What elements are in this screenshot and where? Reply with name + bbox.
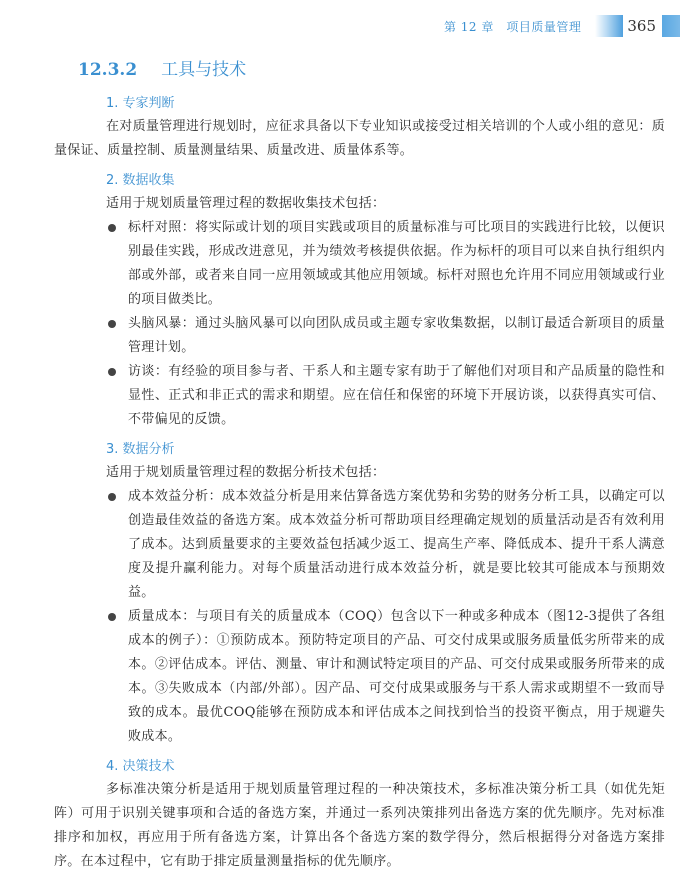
list-item: 访谈：有经验的项目参与者、干系人和主题专家有助于了解他们对项目和产品质量的隐性和显性、正式和非正式的需求和期望。应在信任和保密的环境下开展访谈，以获得真实可信、不带偏见的反馈。	[80, 360, 665, 432]
section-number: 12.3.2	[78, 60, 138, 80]
subsection-heading-decision-making: 4. 决策技术	[106, 759, 175, 774]
intro-text: 适用于规划质量管理过程的数据分析技术包括：	[106, 465, 386, 480]
list-item: 标杆对照：将实际或计划的项目实践或项目的质量标准与可比项目的实践进行比较，以便识别最佳实践，形成改进意见，并为绩效考核提供依据。作为标杆的项目可以来自执行组织内部或外部，或者来自同一应用领域或其他应用领域。标杆对照也允许用不同应用领域或行业的项目做类比。	[80, 216, 665, 312]
list-item: 成本效益分析：成本效益分析是用来估算备选方案优势和劣势的财务分析工具，以确定可以创造最佳效益的备选方案。成本效益分析可帮助项目经理确定规划的质量活动是否有效利用了成本。达到质量要求的主要效益包括减少返工、提高生产率、降低成本、提升干系人满意度及提升赢利能力。对每个质量活动进行成本效益分析，就是要比较其可能成本与预期效益。	[80, 485, 665, 605]
subsection-heading-data-analysis: 3. 数据分析	[106, 442, 175, 457]
page-body	[54, 55, 665, 874]
paragraph: 多标准决策分析是适用于规划质量管理过程的一种决策技术，多标准决策分析工具（如优先矩阵）可用于识别关键事项和合适的备选方案，并通过一系列决策排列出备选方案的优先顺序。先对标准排序和加权，再应用于所有备选方案，计算出各个备选方案的数学得分，然后根据得分对备选方案排序。在本过程中，它有助于排定质量测量指标的优先顺序。	[54, 782, 665, 869]
bullet-list	[80, 485, 665, 749]
bullet-icon	[108, 320, 116, 328]
bullet-icon	[108, 493, 116, 501]
bullet-icon	[108, 368, 116, 376]
intro-text: 适用于规划质量管理过程的数据收集技术包括：	[106, 196, 386, 211]
list-item: 质量成本：与项目有关的质量成本（COQ）包含以下一种或多种成本（图12-3提供了各组成本的例子）：①预防成本。预防特定项目的产品、可交付成果或服务质量低劣所带来的成本。②评估成本。评估、测量、审计和测试特定项目的产品、可交付成果或服务所带来的成本。③失败成本（内部/外部）。因产品、可交付成果或服务与干系人需求或期望不一致而导致的成本。最优COQ能够在预防成本和评估成本之间找到恰当的投资平衡点，用于规避失败成本。	[80, 605, 665, 749]
chapter-title: 第 12 章 项目质量管理	[443, 19, 582, 34]
section-heading	[78, 55, 665, 80]
page-number: 365	[623, 17, 662, 35]
subsection-heading-expert-judgment: 1. 专家判断	[106, 96, 175, 111]
subsection-heading-data-gathering: 2. 数据收集	[106, 173, 175, 188]
bullet-list	[80, 216, 665, 432]
list-item: 头脑风暴：通过头脑风暴可以向团队成员或主题专家收集数据，以制订最适合新项目的质量管理计划。	[80, 312, 665, 360]
paragraph: 在对质量管理进行规划时，应征求具备以下专业知识或接受过相关培训的个人或小组的意见：质量保证、质量控制、质量测量结果、质量改进、质量体系等。	[54, 119, 665, 158]
header-decoration-bar	[662, 15, 680, 37]
header-decoration-bar	[595, 15, 623, 37]
bullet-icon	[108, 224, 116, 232]
section-title: 工具与技术	[161, 60, 247, 80]
bullet-icon	[108, 613, 116, 621]
running-header	[444, 14, 680, 38]
